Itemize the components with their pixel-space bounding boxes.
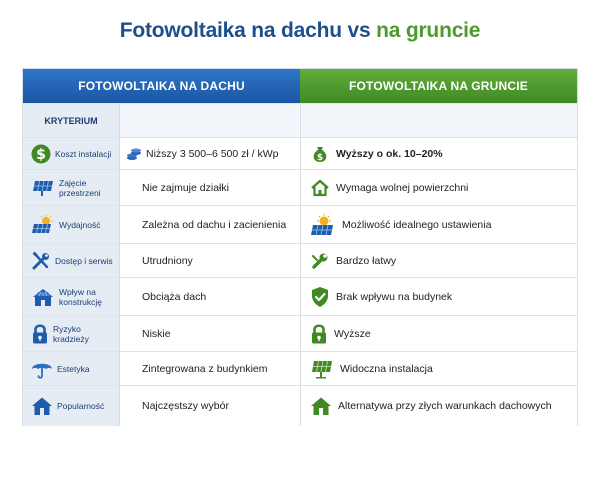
dollar-icon	[31, 144, 51, 164]
title-part-2: na gruncie	[376, 19, 481, 42]
ground-value: Alternatywa przy złych warunkach dachowych	[338, 400, 552, 412]
solar-panel-icon	[310, 359, 334, 379]
table-row	[23, 315, 577, 352]
ground-value: Bardzo łatwy	[336, 255, 397, 267]
criterion-name: Estetyka	[57, 364, 90, 374]
house-outline-icon	[310, 179, 330, 197]
house-icon	[31, 396, 53, 416]
ground-value: Wyższy o ok. 10–20%	[336, 148, 443, 160]
roof-value: Najczęstszy wybór	[142, 400, 229, 412]
umbrella-icon	[31, 358, 53, 380]
ground-value: Możliwość idealnego ustawienia	[342, 219, 492, 231]
tools-icon	[31, 251, 51, 271]
sun-panel-icon	[310, 214, 336, 236]
roof-value: Zintegrowana z budynkiem	[142, 363, 268, 375]
solar-panel-icon	[31, 179, 55, 197]
roof-value: Utrudniony	[142, 255, 193, 267]
header-ground: FOTOWOLTAIKA NA GRUNCIE	[300, 69, 577, 103]
roof-value: Obciąża dach	[142, 291, 207, 303]
title-part-1: Fotowoltaika na dachu vs	[119, 19, 371, 42]
criterion-name: Dostęp i serwis	[55, 256, 113, 266]
roof-value: Zależna od dachu i zacienienia	[142, 219, 287, 231]
table-row	[23, 169, 577, 206]
roof-value: Niskie	[142, 328, 171, 340]
criterion-name: Koszt instalacji	[55, 149, 112, 159]
table-row	[23, 385, 577, 426]
ground-value: Brak wpływu na budynek	[336, 291, 453, 303]
shield-check-icon	[310, 286, 330, 308]
house-panel-icon	[31, 287, 55, 307]
criterion-header-row	[23, 103, 577, 138]
sun-panel-icon	[31, 215, 55, 235]
ground-value: Wymaga wolnej powierzchni	[336, 182, 469, 194]
table-row	[23, 243, 577, 278]
money-bag-icon	[310, 144, 330, 164]
table-row	[23, 137, 577, 170]
criterion-name: Wpływ na konstrukcję	[59, 287, 102, 307]
criterion-name: Zajęcie przestrzeni	[59, 178, 101, 198]
header-roof: FOTOWOLTAIKA NA DACHU	[23, 69, 300, 103]
roof-value: Nie zajmuje działki	[142, 182, 229, 194]
criterion-name: Ryzyko kradzieży	[53, 324, 89, 344]
ground-value: Widoczna instalacja	[340, 363, 433, 375]
svg-text:$: $	[316, 153, 324, 163]
ground-value: Wyższe	[334, 328, 371, 340]
table-row	[23, 205, 577, 244]
criterion-name: Wydajność	[59, 220, 101, 230]
table-row	[23, 351, 577, 386]
criterion-name: Popularność	[57, 401, 105, 411]
lock-icon	[31, 323, 49, 345]
wrench-icon	[310, 251, 330, 271]
roof-value: Niższy 3 500–6 500 zł / kWp	[146, 148, 279, 160]
table-row	[23, 277, 577, 316]
svg-text:$: $	[36, 147, 46, 163]
criterion-label: KRYTERIUM	[23, 104, 120, 138]
coins-icon	[126, 147, 142, 161]
lock-icon	[310, 323, 328, 345]
comparison-table	[22, 68, 578, 426]
page-title	[0, 19, 600, 43]
house-icon	[310, 396, 332, 416]
